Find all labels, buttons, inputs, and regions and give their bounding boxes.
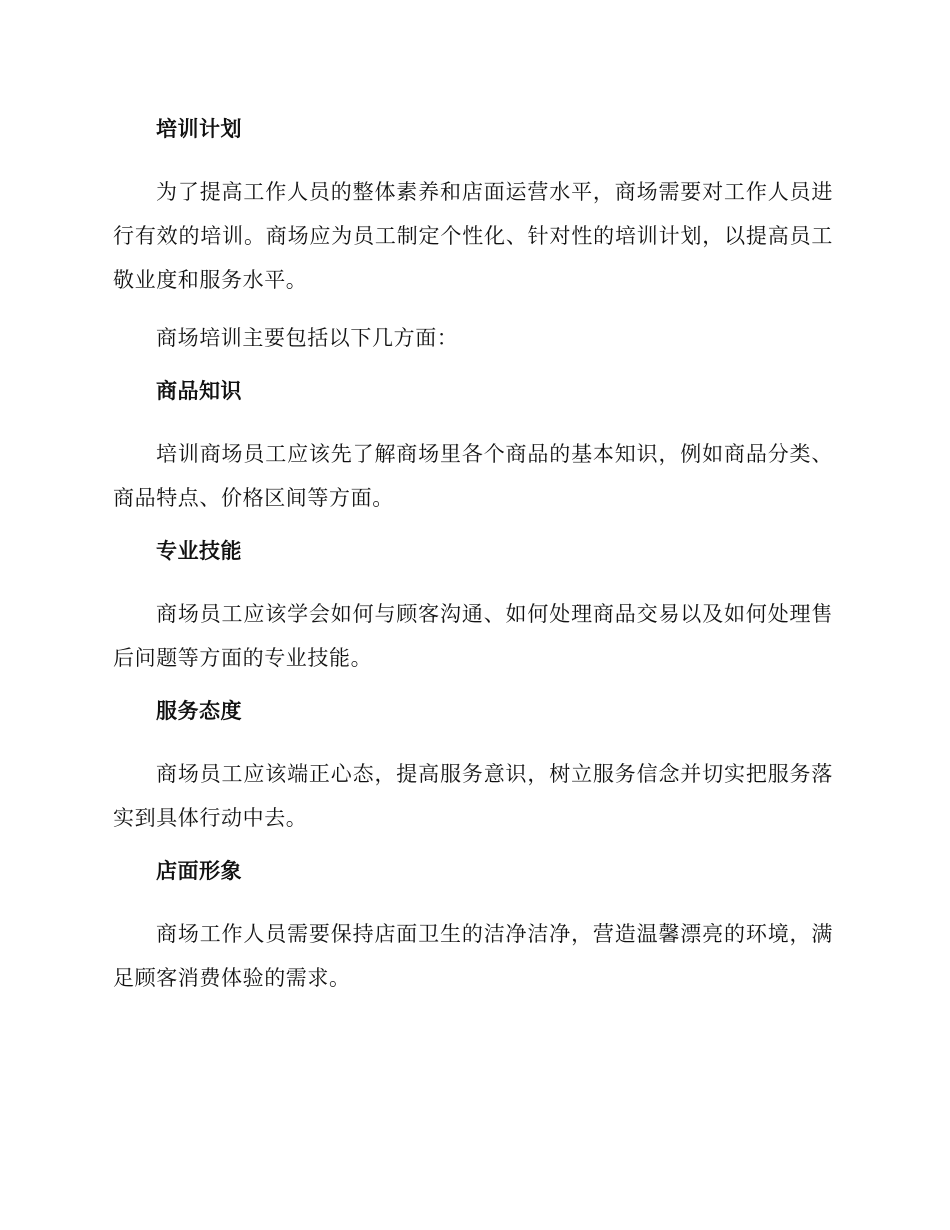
paragraph-store-image: 商场工作人员需要保持店面卫生的洁净洁净，营造温馨漂亮的环境，满足顾客消费体验的需求。 [113,922,833,990]
document-page [113,112,833,1014]
paragraph-training-scope: 商场培训主要包括以下几方面： [156,326,459,350]
section-heading-product-knowledge: 商品知识 [156,379,242,403]
paragraph-product-knowledge: 培训商场员工应该先了解商场里各个商品的基本知识，例如商品分类、商品特点、价格区间等方面。 [113,442,833,510]
section-heading-professional-skills: 专业技能 [156,539,242,563]
section-heading-store-image: 店面形象 [156,859,242,883]
paragraph-training-intro: 为了提高工作人员的整体素养和店面运营水平，商场需要对工作人员进行有效的培训。商场应为员工制定个性化、针对性的培训计划，以提高员工敬业度和服务水平。 [113,180,833,292]
paragraph-professional-skills: 商场员工应该学会如何与顾客沟通、如何处理商品交易以及如何处理售后问题等方面的专业技能。 [113,602,833,670]
paragraph-service-attitude: 商场员工应该端正心态，提高服务意识，树立服务信念并切实把服务落实到具体行动中去。 [113,762,833,830]
section-heading-service-attitude: 服务态度 [156,699,242,723]
section-heading-training-plan: 培训计划 [156,117,242,141]
